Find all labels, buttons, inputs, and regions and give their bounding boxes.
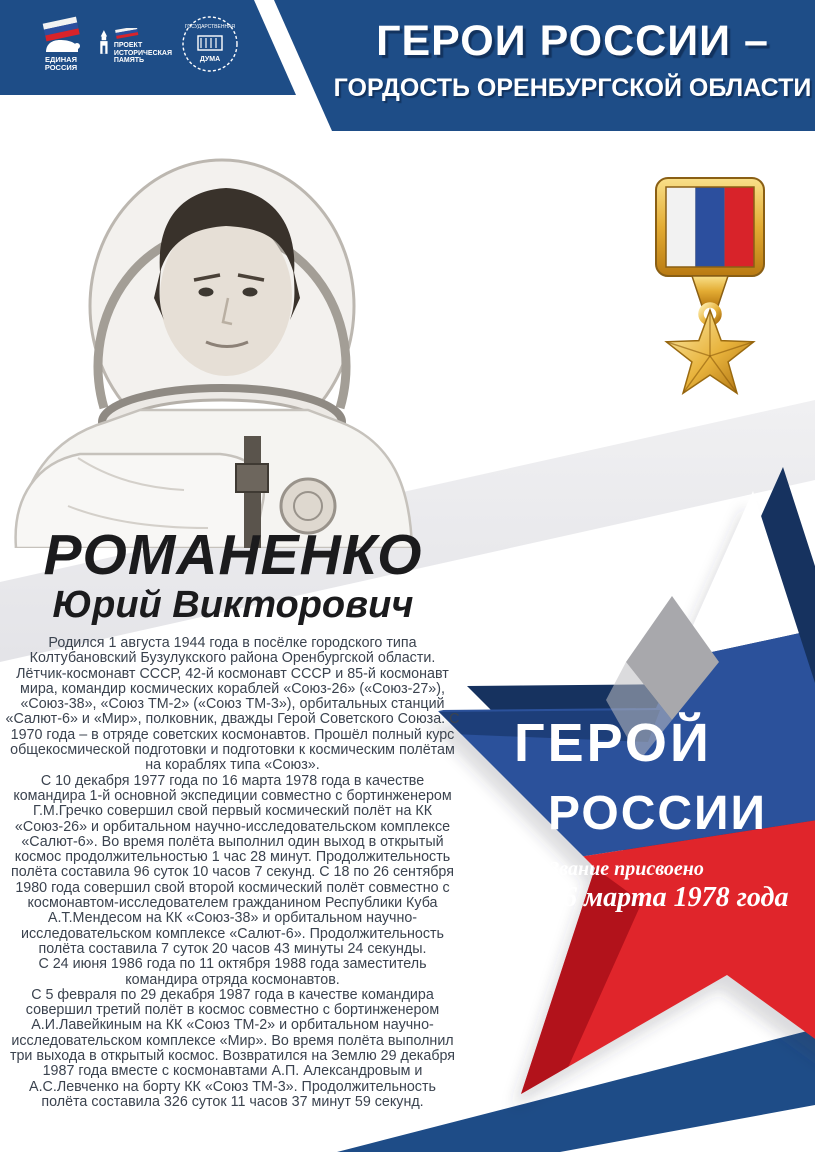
state-duma-label-top: ГОСУДАРСТВЕННАЯ bbox=[184, 24, 236, 30]
historical-memory-logo bbox=[98, 16, 172, 68]
russia-flag-icon bbox=[43, 17, 80, 42]
poster-title: ГЕРОИ РОССИИ – bbox=[376, 17, 769, 65]
bio-paragraph-2: С 10 декабря 1977 года по 16 марта 1978 года в качестве командира 1-й основной экспедиции совместно с бортинженером Г.М.Гречко совершил свой первый космический полёт на КК «Союз-26» и орбитальном научно-исследовательском комплексе «Салют-6». Во время полёта выполнил один выход в открытый космос продолжительностью 1 час 28 минут. Продолжительность полёта составила 96 суток 10 часов 7 секунд. С 18 по 26 сентября 1980 года совершил свой второй космический полёт совместно с космонавтом-исследователем гражданином Республики Куба А.Т.Мендесом на КК «Союз-38» и орбитальном научно-исследовательском комплексе «Салют-6». Продолжительность полёта составила 7 суток 20 часов 43 минуты 24 секунды. bbox=[11, 772, 454, 957]
bio-paragraph-1: Родился 1 августа 1944 года в посёлке городского типа Колтубановский Бузулукского района Оренбургской области. Лётчик-космонавт СССР, 42-й космонавт СССР и 85-й космонавт мира, командир космических кораблей «Союз-26» («Союз-27»), «Союз-38», «Союз ТМ-2» («Союз ТМ-3»), орбитальных станций «Салют-6» и «Мир», полковник, дважды Герой Советского Союза. С 1970 года – в отряде советских космонавтов. Прошёл полный курс общекосмической подготовки и подготовки к космическим полётам на кораблях типа «Союз». bbox=[5, 635, 460, 774]
hero-surname: РОМАНЕНКО bbox=[43, 523, 423, 587]
russia-tricolor-ribbon bbox=[666, 187, 754, 267]
state-duma-label-bottom: ДУМА bbox=[199, 56, 221, 63]
award-title-line2: РОССИИ bbox=[548, 787, 768, 840]
state-duma-logo bbox=[180, 14, 242, 74]
united-russia-label: ЕДИНАЯ РОССИЯ bbox=[44, 55, 78, 73]
bio-paragraph-3: С 24 июня 1986 года по 11 октября 1988 года заместитель командира отряда космонавтов. bbox=[38, 956, 427, 988]
hero-given-names: Юрий Викторович bbox=[52, 584, 414, 626]
russia-flag-icon bbox=[114, 28, 140, 40]
biography-text bbox=[5, 636, 460, 1110]
bear-icon bbox=[46, 40, 78, 52]
award-title-line1: ГЕРОЙ bbox=[514, 713, 712, 773]
medal-connector bbox=[692, 276, 728, 306]
united-russia-emblem bbox=[32, 16, 90, 56]
poster-subtitle: ГОРДОСТЬ ОРЕНБУРГСКОЙ ОБЛАСТИ bbox=[333, 74, 812, 102]
gold-star-hero-medal bbox=[640, 158, 780, 398]
laurel-wreath-icon bbox=[180, 14, 240, 74]
cosmonaut-portrait-photo bbox=[8, 108, 416, 548]
award-date: 16 марта 1978 года bbox=[549, 882, 789, 913]
historical-memory-label: ПРОЕКТ ИСТОРИЧЕСКАЯ ПАМЯТЬ bbox=[113, 42, 172, 65]
united-russia-logo bbox=[32, 16, 90, 72]
duma-building-icon bbox=[198, 36, 222, 50]
bio-paragraph-4: С 5 февраля по 29 декабря 1987 года в качестве командира совершил третий полёт в космос совместно с бортинженером А.И.Лавейкиным на КК «Союз ТМ-2» и орбитальном научно-исследовательском комплексе «Мир». Во время полёта выполнил три выхода в открытый космос. Возвратился на Землю 29 декабря 1987 года вместе с космонавтами А.П. Александровым и А.С.Левченко на борту КК «Союз ТМ-3». Продолжительность полёта составила 326 суток 11 часов 37 минут 59 секунд. bbox=[9, 986, 456, 1110]
award-caption: Звание присвоено bbox=[549, 858, 704, 880]
kremlin-tower-icon bbox=[98, 16, 110, 68]
